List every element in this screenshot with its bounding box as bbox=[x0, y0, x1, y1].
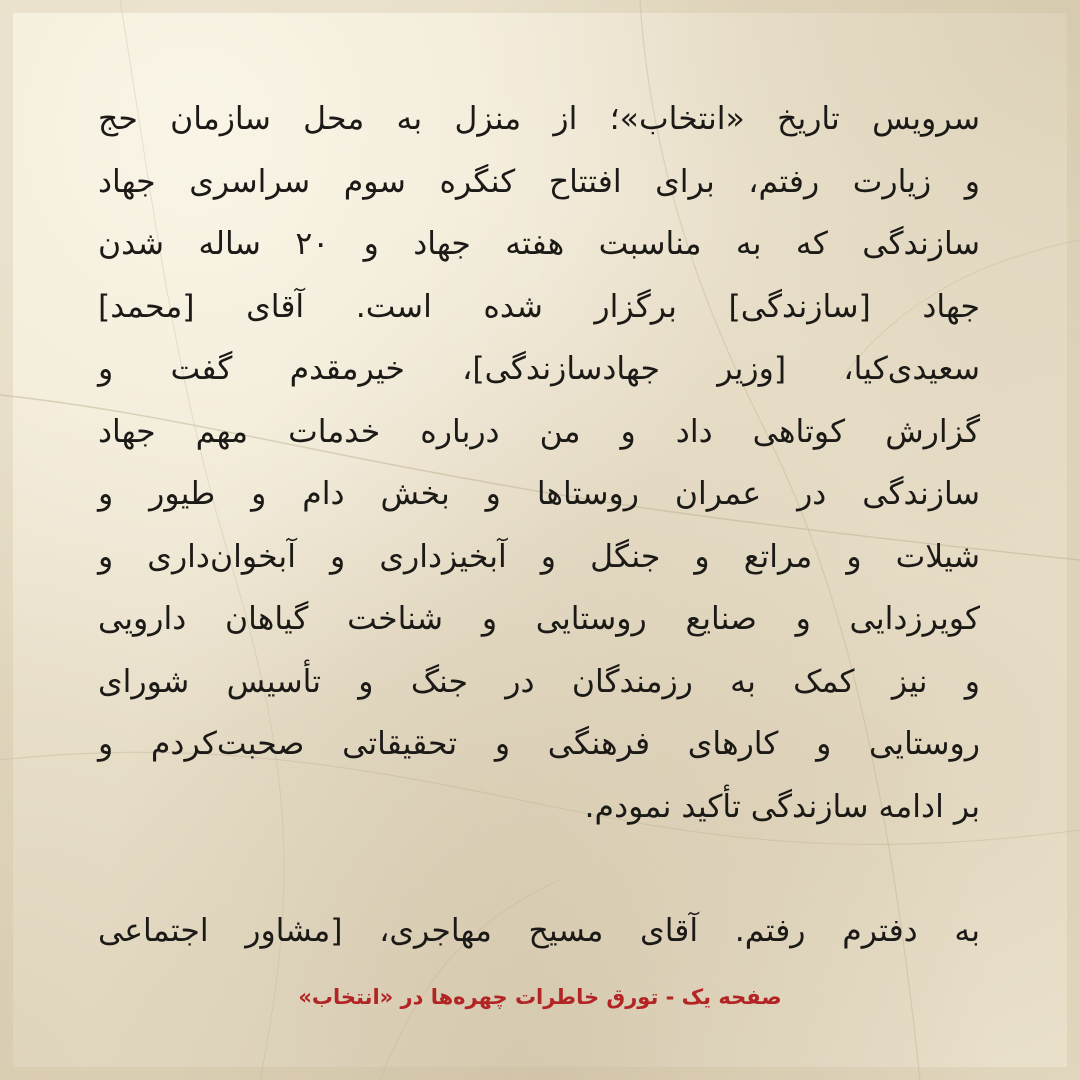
text-line: سازندگی در عمران روستاها و بخش دام و طیور و bbox=[98, 476, 980, 512]
text-line: کویرزدایی و صنایع روستایی و شناخت گیاهان دارویی bbox=[98, 601, 980, 637]
paragraph-1 bbox=[98, 88, 980, 838]
text-line: سرویس تاریخ «انتخاب»؛ از منزل به محل سازمان حج bbox=[98, 101, 980, 137]
text-line: بر ادامه سازندگی تأکید نمودم. bbox=[584, 788, 980, 825]
page-footer: صفحه یک - تورق خاطرات چهره‌ها در «انتخاب» bbox=[298, 985, 782, 1009]
paragraph-gap bbox=[98, 838, 980, 900]
memoir-text bbox=[98, 88, 980, 963]
text-line: و زیارت رفتم، برای افتتاح کنگره سوم سراسری جهاد bbox=[98, 163, 980, 200]
paragraph-2 bbox=[98, 900, 980, 963]
text-line: جهاد [سازندگی] برگزار شده است. آقای [محمد] bbox=[98, 288, 980, 325]
text-line: به دفترم رفتم. آقای مسیح مهاجری، [مشاور اجتماعی bbox=[98, 913, 980, 949]
text-line: گزارش کوتاهی داد و من درباره خدمات مهم جهاد bbox=[98, 413, 980, 450]
text-line: و نیز کمک به رزمندگان در جنگ و تأسیس شورای bbox=[98, 663, 980, 700]
text-line: روستایی و کارهای فرهنگی و تحقیقاتی صحبت‌کردم و bbox=[98, 726, 980, 762]
text-line: شیلات و مراتع و جنگل و آبخیزداری و آبخوان‌داری و bbox=[98, 538, 980, 575]
text-line: سعیدی‌کیا، [وزیر جهادسازندگی]، خیرمقدم گفت و bbox=[98, 351, 980, 387]
text-line: سازندگی که به مناسبت هفته جهاد و ۲۰ ساله شدن bbox=[98, 226, 980, 262]
